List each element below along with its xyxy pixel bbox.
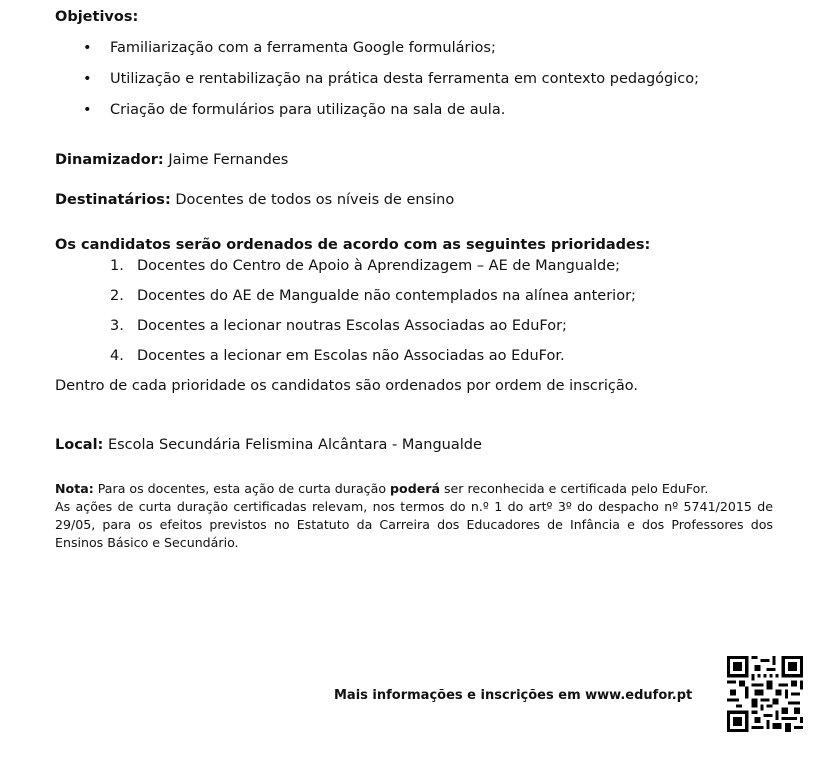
local-line [55, 435, 482, 455]
prioridade-number: 1. [110, 258, 124, 274]
objetivo-item: Familiarização com a ferramenta Google formulários; [110, 40, 496, 56]
prioridade-item: Docentes a lecionar noutras Escolas Associadas ao EduFor; [137, 318, 567, 334]
prioridade-item: Docentes a lecionar em Escolas não Associadas ao EduFor. [137, 348, 565, 364]
nota-label: Nota: [55, 481, 94, 496]
prioridades-closing: Dentro de cada prioridade os candidatos são ordenados por ordem de inscrição. [55, 378, 638, 394]
bullet-dot-icon: • [83, 102, 92, 118]
destinatarios-value: Docentes de todos os níveis de ensino [175, 192, 455, 208]
local-label: Local: [55, 437, 104, 453]
destinatarios-line [55, 190, 454, 210]
local-value: Escola Secundária Felismina Alcântara - Mangualde [107, 437, 482, 453]
qr-code-icon [727, 656, 803, 732]
dinamizador-line [55, 150, 288, 170]
prioridade-number: 3. [110, 318, 124, 334]
objetivo-item: Utilização e rentabilização na prática desta ferramenta em contexto pedagógico; [110, 71, 700, 87]
prioridades-heading: Os candidatos serão ordenados de acordo com as seguintes prioridades: [55, 237, 651, 253]
objetivo-item: Criação de formulários para utilização na sala de aula. [110, 102, 506, 118]
footer-info: Mais informações e inscrições em www.edufor.pt [334, 688, 693, 703]
nota-paragraph-1: Nota: Para os docentes, esta ação de curta duração poderá ser reconhecida e certificada pelo EduFor. [55, 481, 709, 496]
nota-block [55, 480, 773, 552]
objetivos-heading: Objetivos: [55, 9, 139, 25]
dinamizador-value: Jaime Fernandes [168, 152, 289, 168]
prioridade-number: 2. [110, 288, 124, 304]
nota-emphasis: poderá [390, 481, 440, 496]
bullet-dot-icon: • [83, 71, 92, 87]
prioridade-item: Docentes do Centro de Apoio à Aprendizagem – AE de Mangualde; [137, 258, 621, 274]
bullet-dot-icon: • [83, 40, 92, 56]
dinamizador-label: Dinamizador: [55, 152, 164, 168]
nota-paragraph-2: As ações de curta duração certificadas relevam, nos termos do n.º 1 do artº 3º do despacho nº 5741/2015 de 29/05, para os efeitos previstos no Estatuto da Carreira dos Educadores de Infância e dos Professores dos Ensinos Básico e Secundário. [55, 499, 773, 550]
prioridade-item: Docentes do AE de Mangualde não contemplados na alínea anterior; [137, 288, 636, 304]
destinatarios-label: Destinatários: [55, 192, 171, 208]
prioridade-number: 4. [110, 348, 124, 364]
